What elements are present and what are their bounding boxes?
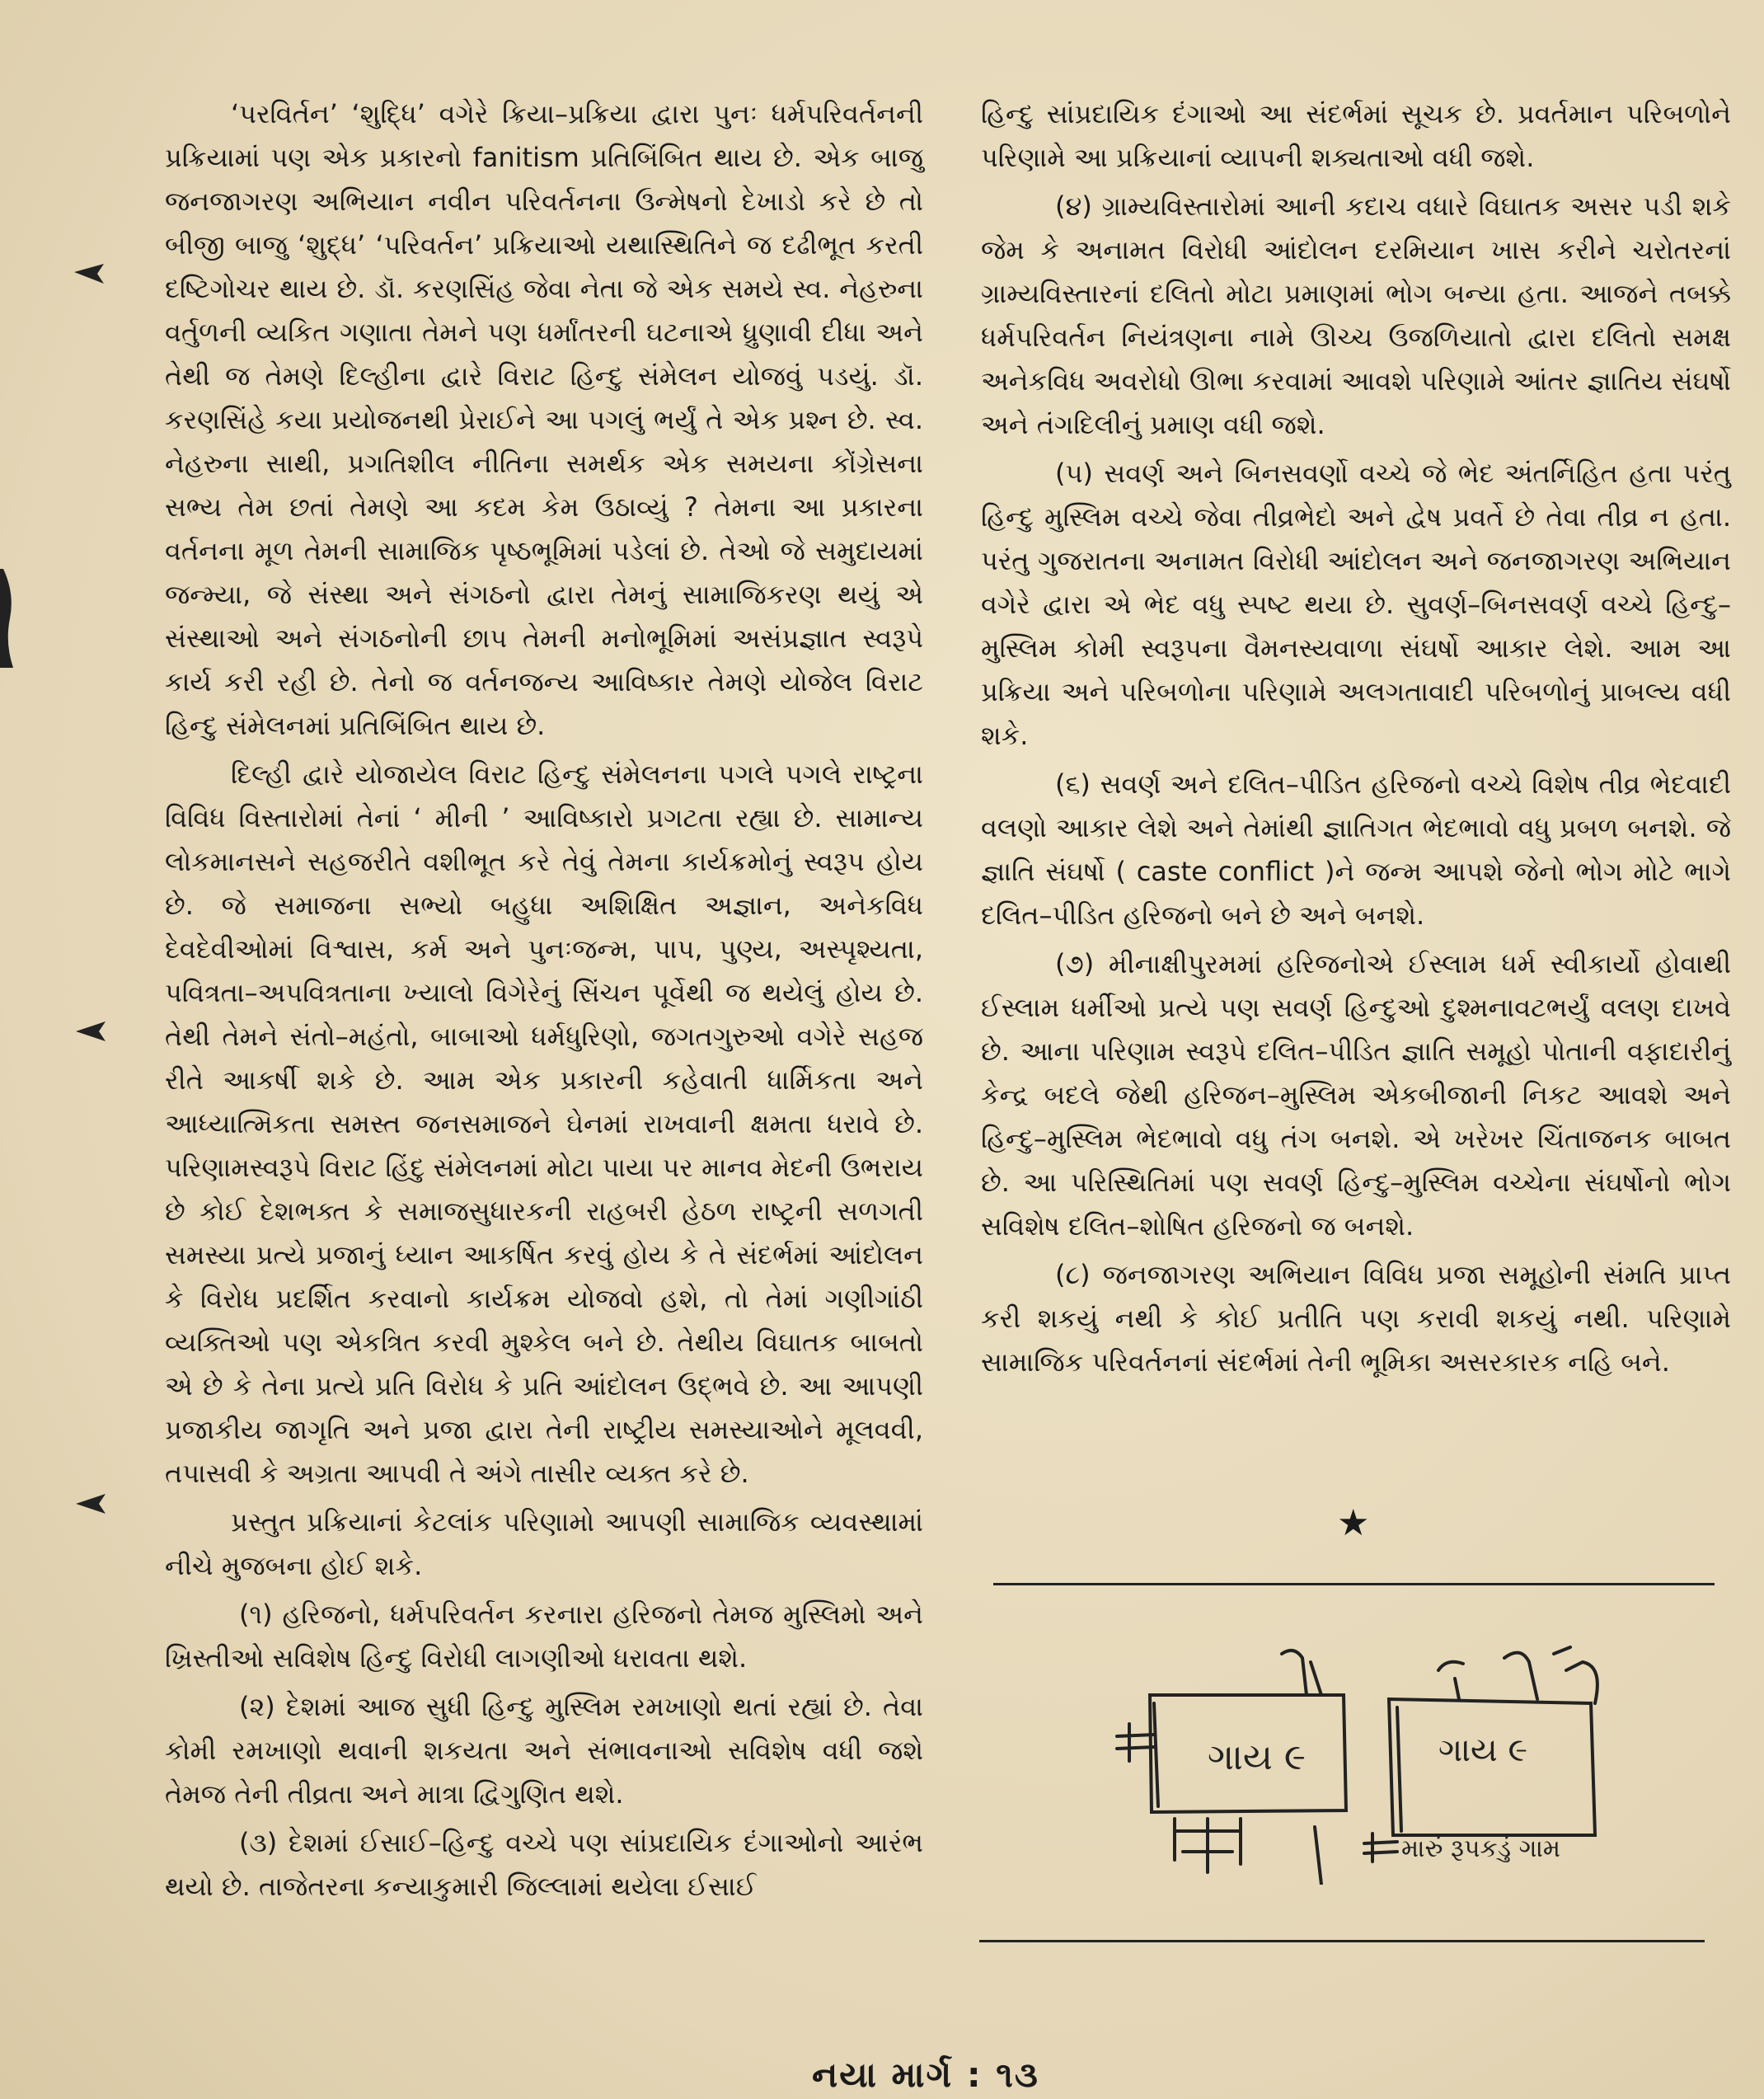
sketch-right-box-caption: મારું રૂપકડું ગામ [1401, 1834, 1561, 1863]
scan-mark-left-2 [0, 569, 18, 668]
star-separator-icon: ★ [1337, 1502, 1370, 1544]
left-point-3: (૩) દેશમાં ઈસાઈ–હિન્દુ વચ્ચે પણ સાંપ્રદાયિક દંગાઓનો આરંભ થયો છે. તાજેતરના કન્યાકુમારી જિલ્લામાં થયેલા ઈસાઈ [165, 1827, 923, 1902]
right-point-8: (૮) જનજાગરણ અભિયાન વિવિધ પ્રજા સમૂહોની સંમતિ પ્રાપ્ત કરી શકયું નથી કે કોઈ પ્રતીતિ પણ કરાવી શકયું નથી. પરિણામે સામાજિક પરિવર્તનનાં સંદર્ભમાં તેની ભૂમિકા અસરકારક નહિ બને. [981, 1259, 1731, 1378]
right-point-6: (૬) સવર્ણ અને દલિત–પીડિત હરિજનો વચ્ચે વિશેષ તીવ્ર ભેદવાદી વલણો આકાર લેશે અને તેમાંથી જ્ઞાતિગત ભેદભાવો વધુ પ્રબળ બનશે. જે જ્ઞાતિ સંઘર્ષો ( caste conflict )ને જન્મ આપશે જેનો ભોગ મોટે ભાગે દલિત–પીડિત હરિજનો બને છે અને બનશે. [981, 768, 1731, 931]
left-column [165, 92, 923, 1914]
right-point-5: (૫) સવર્ણ અને બિનસવર્ણો વચ્ચે જે ભેદ અંતર્નિહિત હતા પરંતુ હિન્દુ મુસ્લિમ વચ્ચે જેવા તીવ્રભેદો અને દ્વેષ પ્રવર્તે છે તેવા તીવ્ર ન હતા. પરંતુ ગુજરાતના અનામત વિરોધી આંદોલન અને જનજાગરણ અભિયાન વગેરે દ્વારા એ ભેદ વધુ સ્પષ્ટ થયા છે. સુવર્ણ–બિનસવર્ણ વચ્ચે હિન્દુ–મુસ્લિમ કોમી સ્વરૂપના વૈમનસ્યવાળા સંઘર્ષો આકાર લેશે. આમ આ પ્રક્રિયા અને પરિબળોના પરિણામે અલગતાવાદી પરિબળોનું પ્રાબલ્ય વધી શકે. [981, 458, 1731, 751]
scan-mark-left-1 [73, 261, 106, 285]
sketch-right-box-text: ગાય ૯ [1438, 1731, 1528, 1769]
left-point-2: (૨) દેશમાં આજ સુધી હિન્દુ મુસ્લિમ રમખાણો થતાં રહ્યાં છે. તેવા કોમી રમખાણો થવાની શકયતા અને સંભાવનાઓ સવિશેષ વધી જશે તેમજ તેની તીવ્રતા અને માત્રા દ્વિગુણિત થશે. [165, 1691, 923, 1810]
scan-mark-left-4 [74, 1491, 107, 1515]
sketch-left-box-text: ગાય ૯ [1208, 1736, 1306, 1778]
divider-line-top [993, 1583, 1715, 1585]
left-point-1: (૧) હરિજનો, ધર્મપરિવર્તન કરનારા હરિજનો તેમજ મુસ્લિમો અને ખ્રિસ્તીઓ સવિશેષ હિન્દુ વિરોધી લાગણીઓ ધરાવતા થશે. [165, 1599, 923, 1674]
right-column [981, 92, 1731, 1389]
right-point-4: (૪) ગ્રામ્યવિસ્તારોમાં આની કદાચ વધારે વિઘાતક અસર પડી શકે જેમ કે અનામત વિરોધી આંદોલન દરમિયાન ખાસ કરીને ચરોતરનાં ગ્રામ્યવિસ્તારનાં દલિતો મોટા પ્રમાણમાં ભોગ બન્યા હતા. આજને તબક્કે ધર્મપરિવર્તન નિયંત્રણના નામે ઊચ્ચ ઉજળિયાતો દ્વારા દલિતો સમક્ષ અનેકવિધ અવરોધો ઊભા કરવામાં આવશે પરિણામે આંતર જ્ઞાતિય સંઘર્ષો અને તંગદિલીનું પ્રમાણ વધી જશે. [981, 190, 1731, 440]
left-paragraph-3: પ્રસ્તુત પ્રક્રિયાનાં કેટલાંક પરિણામો આપણી સામાજિક વ્યવસ્થામાં નીચે મુજબના હોઈ શકે. [165, 1506, 923, 1581]
right-point-7: (૭) મીનાક્ષીપુરમમાં હરિજનોએ ઈસ્લામ ધર્મ સ્વીકાર્યો હોવાથી ઈસ્લામ ધર્મીઓ પ્રત્યે પણ સવર્ણ હિન્દુઓ દુશ્મનાવટભર્યું વલણ દાખવે છે. આના પરિણામ સ્વરૂપે દલિત–પીડિત જ્ઞાતિ સમૂહો પોતાની વફાદારીનું કેન્દ્ર બદલે જેથી હરિજન–મુસ્લિમ એકબીજાની નિકટ આવશે અને હિન્દુ–મુસ્લિમ ભેદભાવો વધુ તંગ બનશે. એ ખરેખર ચિંતાજનક બાબત છે. આ પરિસ્થિતિમાં પણ સવર્ણ હિન્દુ–મુસ્લિમ વચ્ચેના સંઘર્ષોનો ભોગ સવિશેષ દલિત–શોષિત હરિજનો જ બનશે. [981, 948, 1731, 1242]
page-footer: નયા માર્ગ : ૧૩ [812, 2054, 1039, 2095]
village-sketch [1109, 1646, 1628, 1885]
scan-mark-left-3 [74, 1018, 107, 1043]
left-paragraph-1: ‘પરવિર્તન’ ‘શુદ્ધિ’ વગેરે ક્રિયા–પ્રક્રિયા દ્વારા પુનઃ ધર્મપરિવર્તનની પ્રક્રિયામાં પણ એક પ્રકારનો fanitism પ્રતિબિંબિત થાય છે. એક બાજુ જનજાગરણ અભિયાન નવીન પરિવર્તનના ઉન્મેષનો દેખાડો કરે છે તો બીજી બાજુ ‘શુદ્ધ’ ‘પરિવર્તન’ પ્રક્રિયાઓ યથાસ્થિતિને જ દઢીભૂત કરતી દષ્ટિગોચર થાય છે. ડૉ. કરણસિંહ જેવા નેતા જે એક સમયે સ્વ. નેહરુના વર્તુળની વ્યકિત ગણાતા તેમને પણ ધર્માંતરની ઘટનાએ ધ્રુણાવી દીધા અને તેથી જ તેમણે દિલ્હીના દ્વારે વિરાટ હિન્દુ સંમેલન યોજવું પડયું. ડૉ. કરણસિંહે કયા પ્રયોજનથી પ્રેરાઈને આ પગલું ભર્યું તે એક પ્રશ્ન છે. સ્વ. નેહરુના સાથી, પ્રગતિશીલ નીતિના સમર્થક એક સમયના કોંગ્રેસના સભ્ય તેમ છતાં તેમણે આ કદમ કેમ ઉઠાવ્યું ? તેમના આ પ્રકારના વર્તનના મૂળ તેમની સામાજિક પૃષ્ઠભૂમિમાં પડેલાં છે. તેઓ જે સમુદાયમાં જન્મ્યા, જે સંસ્થા અને સંગઠનો દ્વારા તેમનું સામાજિકરણ થયું એ સંસ્થાઓ અને સંગઠનોની છાપ તેમની મનોભૂમિમાં અસંપ્રજ્ઞાત સ્વરૂપે કાર્ય કરી રહી છે. તેનો જ વર્તનજન્ય આવિષ્કાર તેમણે યોજેલ વિરાટ હિન્દુ સંમેલનમાં પ્રતિબિંબિત થાય છે. [165, 98, 923, 741]
left-paragraph-2: દિલ્હી દ્વારે યોજાયેલ વિરાટ હિન્દુ સંમેલનના પગલે પગલે રાષ્ટ્રના વિવિધ વિસ્તારોમાં તેનાં ‘ મીની ’ આવિષ્કારો પ્રગટતા રહ્યા છે. સામાન્ય લોકમાનસને સહજરીતે વશીભૂત કરે તેવું તેમના કાર્યક્રમોનું સ્વરૂપ હોય છે. જે સમાજના સભ્યો બહુધા અશિક્ષિત અજ્ઞાન, અનેકવિધ દેવદેવીઓમાં વિશ્વાસ, કર્મ અને પુનઃજન્મ, પાપ, પુણ્ય, અસ્પૃશ્યતા, પવિત્રતા–અપવિત્રતાના ખ્યાલો વિગેરેનું સિંચન પૂર્વેથી જ થયેલું હોય છે. તેથી તેમને સંતો–મહંતો, બાબાઓ ધર્મધુરિણો, જગતગુરુઓ વગેરે સહજ રીતે આકર્ષી શકે છે. આમ એક પ્રકારની કહેવાતી ધાર્મિકતા અને આધ્યાત્મિકતા સમસ્ત જનસમાજને ઘેનમાં રાખવાની ક્ષમતા ધરાવે છે. પરિણામસ્વરૂપે વિરાટ હિંદુ સંમેલનમાં મોટા પાયા પર માનવ મેદની ઉભરાય છે કોઈ દેશભક્ત કે સમાજસુધારકની રાહબરી હેઠળ રાષ્ટ્રની સળગતી સમસ્યા પ્રત્યે પ્રજાનું ધ્યાન આકર્ષિત કરવું હોય કે તે સંદર્ભમાં આંદોલન કે વિરોધ પ્રદર્શિત કરવાનો કાર્યક્રમ યોજવો હશે, તો તેમાં ગણીગાંઠી વ્યક્તિઓ પણ એકત્રિત કરવી મુશ્કેલ બને છે. તેથીય વિઘાતક બાબતો એ છે કે તેના પ્રત્યે પ્રતિ વિરોધ કે પ્રતિ આંદોલન ઉદ્ભવે છે. આ આપણી પ્રજાકીય જાગૃતિ અને પ્રજા દ્વારા તેની રાષ્ટ્રીય સમસ્યાઓને મૂલવવી, તપાસવી કે અગ્રતા આપવી તે અંગે તાસીર વ્યક્ત કરે છે. [165, 758, 923, 1489]
right-paragraph-continuation: હિન્દુ સાંપ્રદાયિક દંગાઓ આ સંદર્ભમાં સૂચક છે. પ્રવર્તમાન પરિબળોને પરિણામે આ પ્રક્રિયાનાં વ્યાપની શક્યતાઓ વધી જશે. [981, 98, 1731, 173]
divider-line-bottom [979, 1940, 1705, 1942]
